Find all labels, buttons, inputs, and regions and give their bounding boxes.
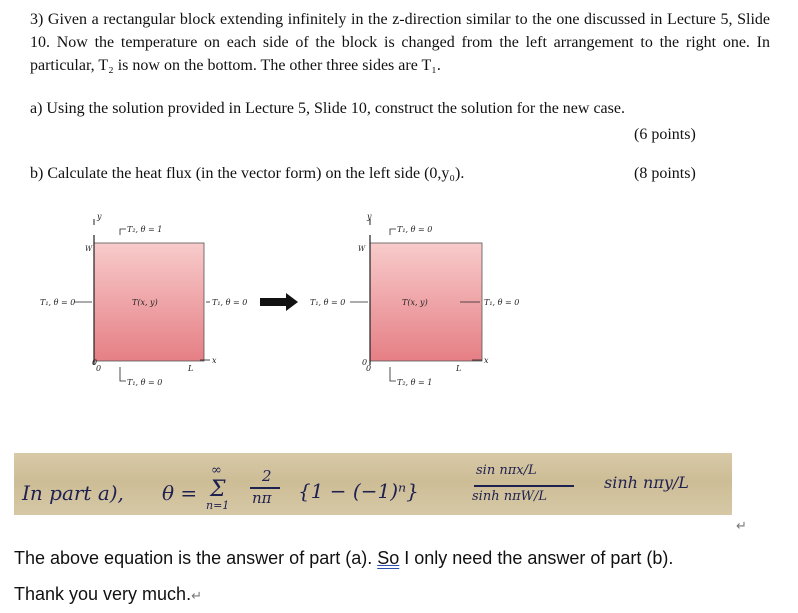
left-left-label: T₁, θ = 0	[40, 298, 76, 307]
right-origin-label: 0	[362, 358, 368, 367]
part-b-points: (8 points)	[634, 165, 696, 182]
right-bottom-leader	[390, 367, 396, 381]
left-top-label: T₂, θ = 1	[127, 225, 163, 234]
left-right-label: T₁, θ = 0	[212, 298, 248, 307]
hw-theta: θ =	[162, 481, 198, 505]
paragraph-mark-icon: ↵	[736, 518, 747, 533]
right-top-leader	[390, 229, 396, 235]
hw-sum-bottom: n=1	[206, 499, 230, 512]
hw-coef-num: 2	[262, 467, 272, 485]
paragraph-mark-icon-2: ↵	[191, 588, 202, 603]
left-x-label: x	[212, 356, 217, 365]
hw-sum-symbol: Σ	[210, 477, 226, 502]
right-left-label: T₁, θ = 0	[310, 298, 346, 307]
part-b-question: b) Calculate the heat flux (in the vector form) on the left side (0,y₀).	[30, 165, 465, 182]
hw-sum-top: ∞	[211, 463, 222, 478]
hw-sinh-tail: sinh nπy/L	[604, 473, 689, 492]
right-block-diagram	[310, 212, 519, 387]
left-block-diagram	[40, 212, 247, 387]
right-bottom-label: T₂, θ = 1	[397, 378, 433, 387]
left-y-label: y	[97, 212, 102, 221]
left-w-label: W	[85, 245, 93, 253]
part-a-points: (6 points)	[634, 126, 696, 143]
block-diagram-figure	[28, 205, 548, 405]
left-l-label: L	[188, 364, 194, 373]
hw-sinh-den: sinh nπW/L	[472, 489, 547, 504]
right-l-label: L	[456, 364, 462, 373]
part-a-question: a) Using the solution provided in Lecture 5, Slide 10, construct the solution for the new case.	[30, 100, 625, 117]
note-line-1	[14, 548, 673, 569]
note-so-word: So	[377, 548, 400, 568]
note-line-1-post: I only need the answer of part (b).	[399, 548, 674, 568]
note-line-2	[14, 584, 202, 605]
hw-sin-num: sin nπx/L	[476, 463, 537, 478]
handwritten-equation-image	[14, 453, 732, 515]
left-bottom-leader	[120, 367, 126, 381]
right-right-label: T₁, θ = 0	[484, 298, 520, 307]
left-center-label: T(x, y)	[132, 298, 158, 307]
note-line-2-text: Thank you very much.	[14, 584, 192, 604]
right-top-label: T₁, θ = 0	[397, 225, 433, 234]
problem-intro: 3) Given a rectangular block extending infinitely in the z-direction similar to the one discussed in Lecture 5, Slide 10. Now the temperature on each side of the block is changed from the left arrangement to the right one. In particular, T₂ is now on the bottom. The other three sides are T₁.	[30, 11, 770, 74]
hw-bracket: {1 − (−1)ⁿ}	[298, 479, 419, 503]
note-line-1-pre: The above equation is the answer of part (a).	[14, 548, 378, 568]
right-y-label: y	[367, 212, 372, 221]
left-origin2-label: 0	[96, 364, 102, 373]
right-x-label: x	[484, 356, 489, 365]
hw-lead: In part a),	[22, 481, 124, 505]
hw-fraction-bar	[474, 485, 574, 487]
transform-arrow-icon	[260, 293, 298, 311]
right-w-label: W	[358, 245, 366, 253]
hw-coef-den: nπ	[252, 489, 272, 507]
right-center-label: T(x, y)	[402, 298, 428, 307]
left-origin-label: 0	[92, 358, 98, 367]
problem-text	[30, 8, 770, 77]
right-origin2-label: 0	[366, 364, 372, 373]
left-bottom-label: T₁, θ = 0	[127, 378, 163, 387]
left-top-leader	[120, 229, 126, 235]
